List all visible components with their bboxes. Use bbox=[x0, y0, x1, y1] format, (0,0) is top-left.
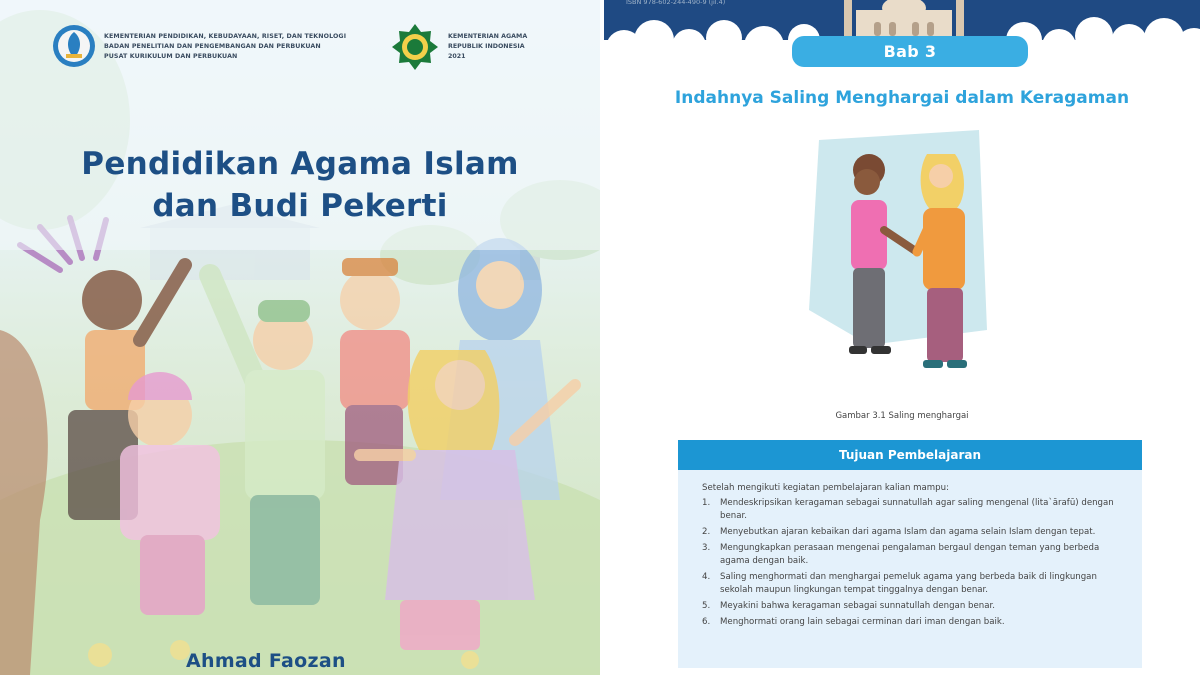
institution-left-line: BADAN PENELITIAN DAN PENGEMBANGAN DAN PERBUKUAN bbox=[104, 43, 321, 50]
list-item bbox=[702, 600, 1123, 613]
figure-caption: Gambar 3.1 Saling menghargai bbox=[835, 411, 969, 421]
cover-author: Ahmad Faozan bbox=[186, 650, 346, 672]
isbn-text: ISBN 978-602-244-490-9 (jil.4) bbox=[626, 0, 726, 6]
cover-title-line-1: Pendidikan Agama Islam bbox=[81, 146, 519, 182]
institution-right-line: 2021 bbox=[448, 53, 466, 60]
list-item-number: 5. bbox=[702, 601, 711, 611]
institution-right-line: REPUBLIK INDONESIA bbox=[448, 43, 525, 50]
tut-wuri-handayani-logo-icon bbox=[52, 24, 96, 68]
list-item bbox=[702, 616, 1123, 629]
list-item-number: 1. bbox=[702, 498, 711, 508]
handshake-illustration bbox=[809, 130, 989, 392]
list-item bbox=[702, 497, 1123, 523]
learning-goals-box bbox=[678, 440, 1142, 668]
learning-goals-intro: Setelah mengikuti kegiatan pembelajaran kalian mampu: bbox=[702, 483, 949, 493]
list-item-number: 2. bbox=[702, 527, 711, 537]
cover-title-line-2: dan Budi Pekerti bbox=[152, 188, 448, 224]
kemenag-logo-icon bbox=[390, 22, 440, 72]
learning-goals-list bbox=[702, 497, 1142, 629]
list-item-number: 3. bbox=[702, 543, 711, 553]
institution-right bbox=[448, 32, 588, 62]
list-item-text: Menghormati orang lain sebagai cerminan dari iman dengan baik. bbox=[720, 617, 1005, 627]
chapter-label: Bab 3 bbox=[792, 36, 1028, 67]
list-item-text: Mengungkapkan perasaan mengenai pengalaman bergaul dengan teman yang berbeda agama dengan baik. bbox=[720, 543, 1100, 566]
list-item bbox=[702, 526, 1123, 539]
list-item-text: Mendeskripsikan keragaman sebagai sunnatullah agar saling mengenal (lita`ārafū) dengan benar. bbox=[720, 498, 1114, 521]
list-item bbox=[702, 542, 1123, 568]
list-item-text: Saling menghormati dan menghargai pemeluk agama yang berbeda baik di lingkungan sekolah maupun lingkungan tempat tinggalnya dengan benar. bbox=[720, 572, 1097, 595]
institution-left-line: PUSAT KURIKULUM DAN PERBUKUAN bbox=[104, 53, 238, 60]
list-item-number: 6. bbox=[702, 617, 711, 627]
institution-left-line: KEMENTERIAN PENDIDIKAN, KEBUDAYAAN, RISET, DAN TEKNOLOGI bbox=[104, 33, 347, 40]
institution-right-line: KEMENTERIAN AGAMA bbox=[448, 33, 528, 40]
chapter-page bbox=[604, 0, 1200, 675]
list-item-text: Menyebutkan ajaran kebaikan dari agama Islam dan agama selain Islam dengan tepat. bbox=[720, 527, 1096, 537]
institution-left bbox=[104, 32, 374, 62]
list-item-text: Meyakini bahwa keragaman sebagai sunnatullah dengan benar. bbox=[720, 601, 995, 611]
chapter-title: Indahnya Saling Menghargai dalam Keragaman bbox=[674, 88, 1130, 108]
list-item bbox=[702, 571, 1123, 597]
learning-goals-heading: Tujuan Pembelajaran bbox=[678, 440, 1142, 470]
list-item-number: 4. bbox=[702, 572, 711, 582]
